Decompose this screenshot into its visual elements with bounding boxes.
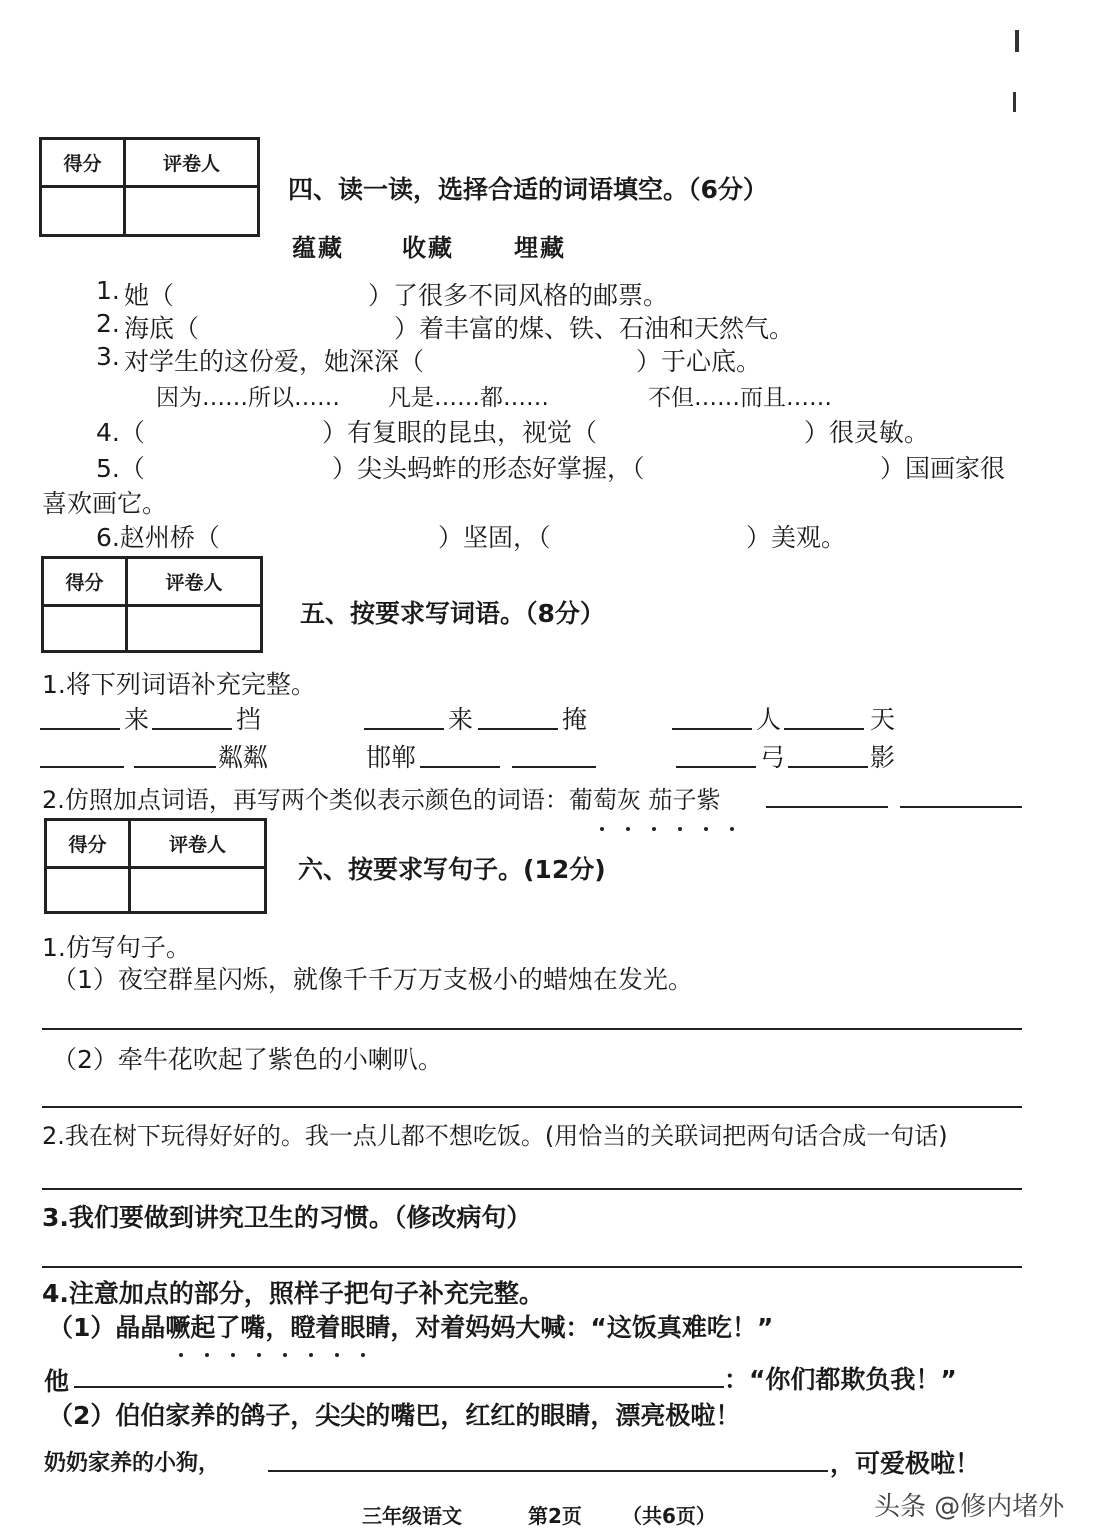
q6-4b: （2）伯伯家养的鸽子，尖尖的嘴巴，红红的眼睛，漂亮极啦！ [48, 1401, 741, 1430]
q4-item1-num: 1. [96, 276, 120, 305]
emphasis-dots [589, 816, 745, 835]
answer-line[interactable] [42, 1106, 1022, 1108]
idiom-word: 邯郸 [366, 743, 417, 772]
word-option: 收藏 [402, 234, 454, 262]
q4-item5-c: ）国画家很 [880, 454, 1006, 483]
color-word-blank[interactable] [900, 806, 1022, 808]
footer-page: 第2页 [528, 1504, 582, 1528]
fill-blank[interactable] [134, 766, 216, 768]
q6-4a-end: ：“你们都欺负我！” [724, 1365, 957, 1394]
fill-blank[interactable] [512, 766, 596, 768]
footer-subject: 三年级语文 [362, 1504, 462, 1528]
section4-title: 四、读一读，选择合适的词语填空。（6分） [288, 175, 768, 204]
q4-item3-num: 3. [96, 342, 120, 371]
grader-label: 评卷人 [126, 140, 257, 188]
fill-blank[interactable] [788, 766, 868, 768]
watermark: 头条 @修内堵外 [874, 1492, 1065, 1522]
idiom-char: 天 [870, 705, 896, 734]
q4-item5-b: ）尖头蚂蚱的形态好掌握，（ [332, 454, 645, 483]
fill-blank[interactable] [478, 728, 558, 730]
section5-title: 五、按要求写词语。（8分） [300, 599, 605, 628]
idiom-char: 弓 [760, 743, 786, 772]
answer-line[interactable] [42, 1188, 1022, 1190]
idiom-char: 影 [870, 743, 896, 772]
q4-item5-a: 5.（ [96, 454, 145, 483]
grader-label: 评卷人 [128, 559, 260, 607]
scan-mark-1 [1015, 30, 1019, 52]
section6-title: 六、按要求写句子。(12分) [298, 855, 606, 884]
fill-blank[interactable] [40, 766, 124, 768]
footer-total: （共6页） [622, 1504, 716, 1528]
idiom-char: 掩 [562, 705, 588, 734]
idiom-char: 来 [448, 705, 474, 734]
q4-item4-a: 4.（ [96, 418, 145, 447]
q6-4: 4.注意加点的部分，照样子把句子补充完整。 [42, 1279, 544, 1308]
q6-4a: （1）晶晶噘起了嘴，瞪着眼睛，对着妈妈大喊：“这饭真难吃！” [48, 1313, 774, 1342]
idiom-char: 挡 [236, 705, 262, 734]
score-box-section4 [39, 137, 260, 237]
q4-item1-after: ）了很多不同风格的邮票。 [368, 281, 669, 310]
conj-option: 不但……而且…… [648, 385, 832, 411]
score-label: 得分 [47, 821, 131, 869]
q6-4b-end: ，可爱极啦！ [830, 1449, 981, 1478]
idiom-char: 人 [756, 705, 782, 734]
score-field[interactable] [42, 188, 126, 234]
q6-1: 1.仿写句子。 [42, 933, 191, 962]
grader-field[interactable] [128, 607, 260, 650]
q4-item2-after: ）着丰富的煤、铁、石油和天然气。 [394, 314, 795, 343]
answer-blank[interactable] [268, 1470, 828, 1472]
conj-option: 因为……所以…… [156, 385, 340, 411]
idiom-char: 来 [124, 705, 150, 734]
score-label: 得分 [42, 140, 126, 188]
q4-item2-before: 海底（ [124, 314, 200, 343]
word-option: 蕴藏 [292, 234, 344, 262]
q5-1: 1.将下列词语补充完整。 [42, 670, 316, 699]
score-box-section6 [44, 818, 267, 914]
answer-line[interactable] [42, 1028, 1022, 1030]
fill-blank[interactable] [784, 728, 864, 730]
q6-1a: （1）夜空群星闪烁，就像千千万万支极小的蜡烛在发光。 [52, 965, 693, 994]
grader-field[interactable] [126, 188, 257, 234]
scan-mark-2 [1013, 92, 1016, 112]
q4-item4-c: ）很灵敏。 [804, 418, 930, 447]
q6-3: 3.我们要做到讲究卫生的习惯。（修改病句） [42, 1203, 532, 1232]
emphasis-dots [168, 1342, 376, 1361]
color-word-blank[interactable] [766, 806, 888, 808]
q6-2: 2.我在树下玩得好好的。我一点儿都不想吃饭。(用恰当的关联词把两句话合成一句话) [42, 1122, 948, 1150]
word-option: 埋藏 [514, 234, 566, 262]
q4-item3-after: ）于心底。 [636, 347, 762, 376]
fill-blank[interactable] [364, 728, 444, 730]
q6-4a-start: 他 [44, 1367, 70, 1396]
q4-item6-a: 6.赵州桥（ [96, 523, 220, 552]
fill-blank[interactable] [672, 728, 752, 730]
q4-item6-c: ）美观。 [746, 523, 847, 552]
q4-item4-b: ）有复眼的昆虫，视觉（ [322, 418, 598, 447]
q4-item5-d: 喜欢画它。 [42, 489, 168, 518]
score-label: 得分 [44, 559, 128, 607]
q6-1b: （2）牵牛花吹起了紫色的小喇叭。 [52, 1045, 443, 1074]
grader-field[interactable] [131, 869, 264, 911]
fill-blank[interactable] [40, 728, 120, 730]
score-field[interactable] [47, 869, 131, 911]
idiom-word: 粼粼 [218, 743, 269, 772]
score-field[interactable] [44, 607, 128, 650]
q4-item2-num: 2. [96, 309, 120, 338]
score-box-section5 [41, 556, 263, 653]
q4-item3-before: 对学生的这份爱，她深深（ [124, 347, 425, 376]
fill-blank[interactable] [676, 766, 756, 768]
fill-blank[interactable] [420, 766, 500, 768]
q5-2: 2.仿照加点词语，再写两个类似表示颜色的词语：葡萄灰 茄子紫 [42, 786, 721, 814]
answer-blank[interactable] [74, 1386, 724, 1388]
q6-4b-start: 奶奶家养的小狗， [44, 1451, 221, 1476]
fill-blank[interactable] [152, 728, 232, 730]
q4-item6-b: ）坚固，（ [438, 523, 551, 552]
conj-option: 凡是……都…… [388, 385, 549, 411]
answer-line[interactable] [42, 1266, 1022, 1268]
q4-item1-before: 她（ [124, 281, 175, 310]
grader-label: 评卷人 [131, 821, 264, 869]
